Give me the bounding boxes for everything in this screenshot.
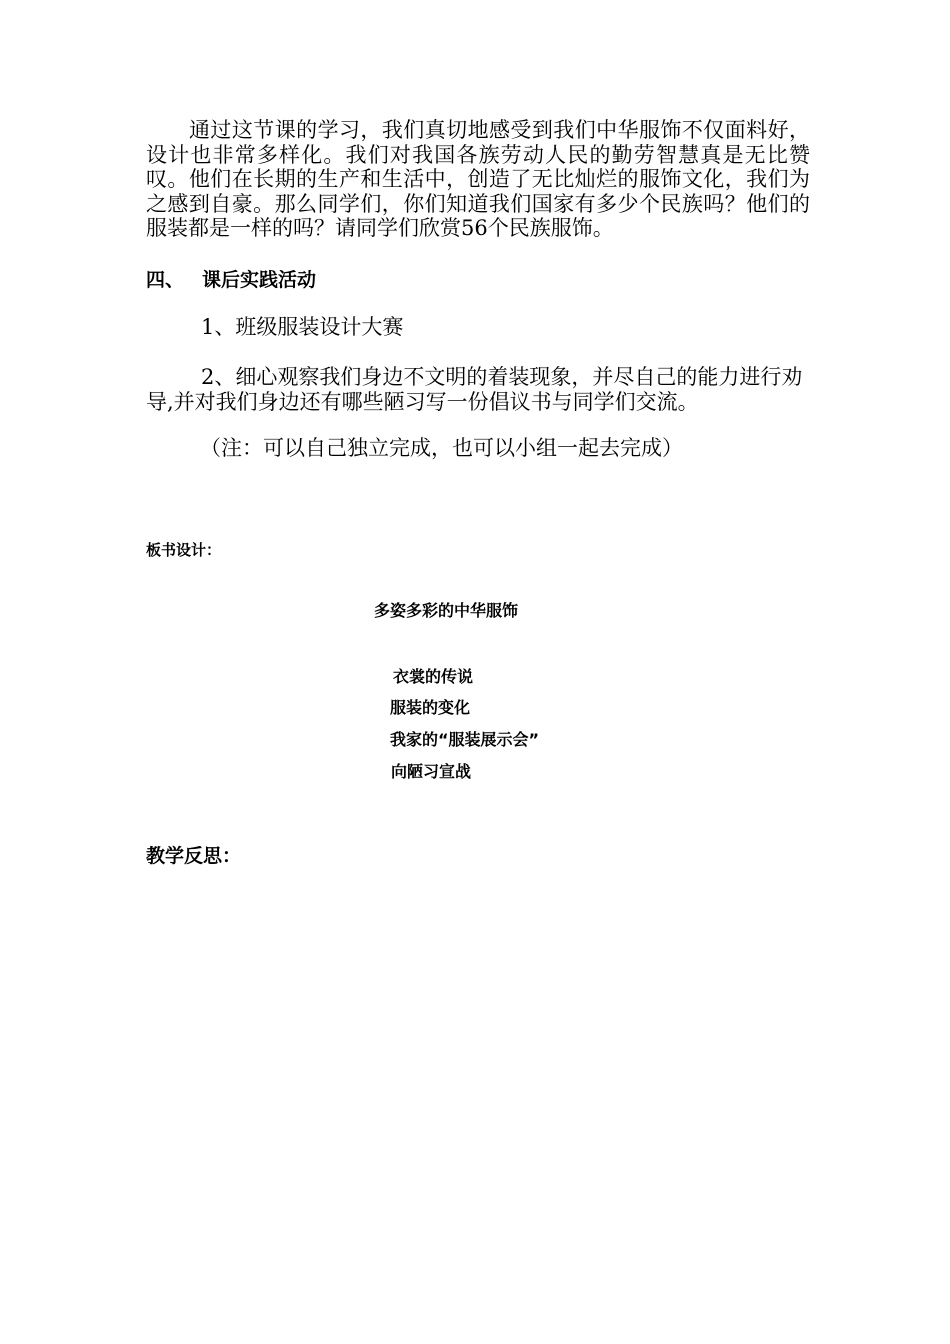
board-item-4: 向陋习宣战 (391, 762, 472, 781)
reflection-label: 教学反思： (146, 845, 242, 867)
section-heading (146, 268, 316, 292)
board-item-2: 服装的变化 (390, 698, 471, 717)
section-title: 课后实践活动 (202, 269, 317, 291)
intro-paragraph: 通过这节课的学习，我们真切地感受到我们中华服饰不仅面料好，设计也非常多样化。我们对我国各族劳动人民的勤劳智慧真是无比赞叹。他们在长期的生产和生活中，创造了无比灿烂的服饰文化，我们为之感到自豪。那么同学们，你们知道我们国家有多少个民族吗？他们的服装都是一样的吗？请同学们欣赏56个民族服饰。 (146, 118, 810, 240)
section-number: 四、 (146, 269, 185, 291)
board-item-3: 我家的“服装展示会” (390, 730, 540, 749)
board-design-title: 多姿多彩的中华服饰 (374, 601, 519, 620)
activity-note: （注：可以自己独立完成，也可以小组一起去完成） (200, 436, 683, 460)
board-item-1: 衣裳的传说 (393, 667, 474, 686)
activity-item-1: 1、班级服装设计大赛 (201, 315, 404, 339)
activity-item-2: 2、细心观察我们身边不文明的着装现象，并尽自己的能力进行劝导,并对我们身边还有哪些陋习写一份倡议书与同学们交流。 (146, 365, 803, 414)
board-design-label: 板书设计： (146, 541, 222, 559)
